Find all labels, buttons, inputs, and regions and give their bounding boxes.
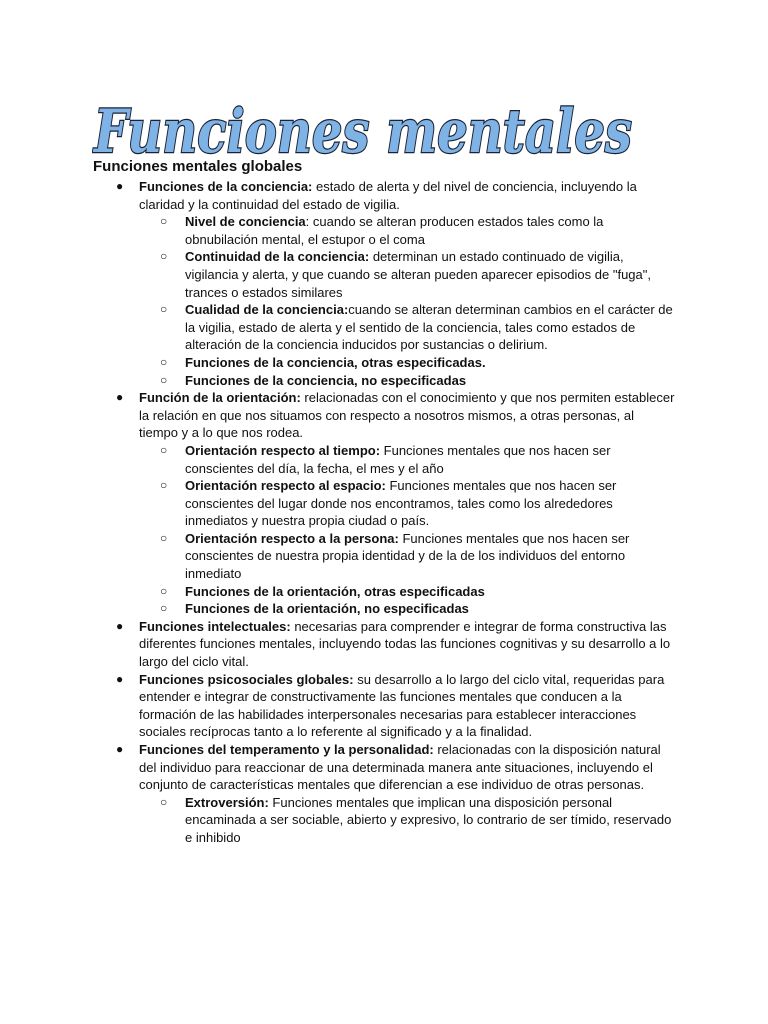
content-area [0,178,768,847]
list-item [0,671,768,741]
sub-item-term: Funciones de la orientación, no especificadas [185,601,469,617]
sub-list [139,794,676,847]
list-item [0,741,768,847]
sub-list-item [160,600,676,618]
sub-item-term: Funciones de la conciencia, no especificadas [185,372,467,388]
item-description: relacionadas con el conocimiento y que nos permiten establecer la relación en que nos situamos con respecto a nosotros mismos, a otras personas, al tiempo y a lo que nos rodea. [139,390,675,441]
sub-item-term: Nivel de conciencia [185,214,306,230]
sub-item-term: Extroversión: [185,794,269,810]
item-term: Funciones intelectuales: [139,618,291,634]
sub-item-term: Orientación respecto al tiempo: [185,442,381,458]
sub-list-item [160,372,676,390]
sub-item-description: Funciones mentales que nos hacen ser conscientes del día, la fecha, el mes y el año [185,442,611,476]
sub-item-description: Funciones mentales que nos hacen ser conscientes del lugar donde nos encontramos, tales como los alrededores inmediatos y nuestra propia ciudad o país. [185,478,617,529]
sub-list-item [160,794,676,847]
sub-item-description: Funciones mentales que nos hacen ser conscientes de nuestra propia identidad y de la de los individuos del entorno inmediato [185,530,630,582]
circle-bullet-icon: ○ [160,372,168,387]
circle-bullet-icon: ○ [160,601,168,616]
sub-item-description: Funciones mentales que implican una disposición personal encaminada a ser sociable, abierto y expresivo, lo contrario de ser tímido, reservado e inhibido [185,794,672,845]
sub-item-description: determinan un estado continuado de vigilia, vigilancia y alerta, y que cuando se alteran pueden aparecer episodios de "fuga", trances o estados similares [185,249,651,300]
item-description: estado de alerta y del nivel de conciencia, incluyendo la claridad y la continuidad del estado de vigilia. [139,179,637,212]
item-description: relacionadas con la disposición natural del individuo para reaccionar de una determinada manera ante situaciones, incluyendo el conjunto de características mentales que diferencian a ese individuo de otras personas. [139,742,661,793]
sub-list-item [160,583,676,601]
function-list [0,178,768,847]
sub-item-term: Orientación respecto al espacio: [185,478,386,494]
sub-item-term: Orientación respecto a la persona: [185,530,399,546]
circle-bullet-icon: ○ [160,249,168,264]
item-term: Funciones del temperamento y la personalidad: [139,742,434,757]
item-term: Funciones de la conciencia: [139,179,313,194]
item-term: Función de la orientación: [139,390,301,406]
list-item [0,618,768,671]
sub-item-description: : cuando se alteran producen estados tales como la obnubilación mental, el estupor o el coma [185,214,604,247]
sub-item-description: cuando se alteran determinan cambios en el carácter de la vigilia, estado de alerta y el sentido de la conciencia, tales como estados de alteración de la conciencia inducidos por sustancias o delirium. [185,302,673,353]
sub-list-item [160,213,676,248]
sub-list-item [160,354,676,372]
circle-bullet-icon: ○ [160,530,168,545]
circle-bullet-icon: ○ [160,302,168,317]
circle-bullet-icon: ○ [160,354,168,369]
bullet-icon: ● [116,671,124,686]
sub-list [139,213,676,389]
list-item [0,389,768,618]
list-item [0,178,768,389]
section-heading: Funciones mentales globales [93,158,303,175]
item-description: su desarrollo a lo largo del ciclo vital, requeridas para entender e integrar de constructivamente las funciones mentales que conducen a la formación de las habilidades interpersonales necesarias para establecer interacciones sociales recíprocas tanto a lo referente al significado y a la finalidad. [139,671,665,740]
circle-bullet-icon: ○ [160,442,168,457]
sub-list-item [160,248,676,301]
sub-item-term: Cualidad de la conciencia: [185,302,349,318]
circle-bullet-icon: ○ [160,214,168,229]
sub-item-term: Continuidad de la conciencia: [185,249,370,265]
circle-bullet-icon: ○ [160,794,168,809]
bullet-icon: ● [116,390,124,405]
sub-list-item [160,477,676,530]
item-description: necesarias para comprender e integrar de forma constructiva las diferentes funciones mentales, incluyendo todas las funciones cognitivas y su desarrollo a lo largo del ciclo vital. [139,618,671,670]
page-title: Funciones mentales [92,97,633,167]
sub-list-item [160,530,676,583]
circle-bullet-icon: ○ [160,583,168,598]
sub-list-item [160,442,676,477]
circle-bullet-icon: ○ [160,478,168,493]
sub-item-term: Funciones de la conciencia, otras especificadas. [185,354,486,370]
sub-list-item [160,301,676,354]
sub-list [139,442,676,618]
bullet-icon: ● [116,742,124,756]
item-term: Funciones psicosociales globales: [139,671,354,687]
bullet-icon: ● [116,179,124,193]
sub-item-term: Funciones de la orientación, otras especificadas [185,583,485,599]
bullet-icon: ● [116,618,124,633]
